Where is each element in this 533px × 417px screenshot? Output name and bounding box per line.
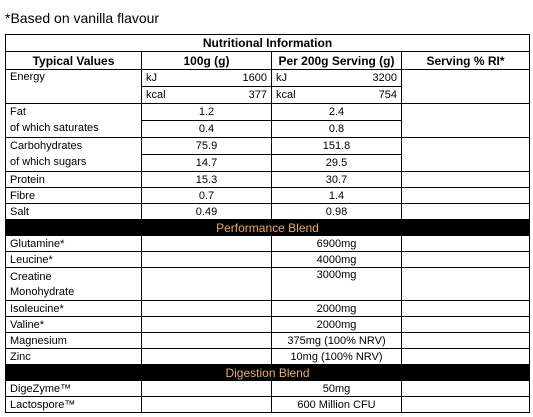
- ri-cell: [401, 70, 529, 103]
- header-typical-values: Typical Values: [32, 53, 115, 68]
- ri-cell: [401, 138, 529, 171]
- ri-cell: [401, 188, 529, 203]
- empty-cell: [141, 236, 271, 251]
- row-label: Creatine: [10, 270, 52, 283]
- row-label: Fibre: [10, 189, 36, 202]
- value-kcal-200: 754: [378, 89, 397, 101]
- ri-cell: [401, 317, 529, 332]
- header-row: [6, 51, 529, 69]
- empty-cell: [141, 381, 271, 396]
- row-label: Isoleucine*: [10, 302, 64, 315]
- table-row: [6, 396, 529, 412]
- value-200: 0.8: [272, 120, 401, 137]
- value-200: 29.5: [272, 154, 401, 171]
- unit-kj: kJ: [276, 72, 287, 84]
- ri-cell: [401, 172, 529, 187]
- ri-cell: [401, 333, 529, 348]
- header-ri: Serving % RI*: [401, 52, 529, 69]
- unit-kj: kJ: [146, 72, 157, 84]
- performance-blend-banner: Performance Blend: [6, 219, 529, 235]
- ri-cell: [401, 252, 529, 267]
- table-row: [6, 380, 529, 396]
- value-200: 3000mg: [271, 268, 401, 300]
- empty-cell: [141, 397, 271, 412]
- empty-cell: [141, 268, 271, 300]
- value-200: 4000mg: [271, 252, 401, 267]
- value-200: 600 Million CFU: [271, 397, 401, 412]
- row-label: Fat: [10, 106, 26, 118]
- unit-kcal: kcal: [276, 89, 296, 101]
- value-100: 1.2: [198, 106, 215, 118]
- empty-cell: [141, 333, 271, 348]
- row-label: Monohydrate: [10, 285, 75, 298]
- footnote-text: *Based on vanilla flavour: [5, 10, 160, 26]
- value-200: 30.7: [271, 172, 401, 187]
- value-200: 6900mg: [271, 236, 401, 251]
- empty-cell: [141, 301, 271, 316]
- table-row: [6, 300, 529, 316]
- table-row-fat: [6, 103, 529, 137]
- table-row: [6, 235, 529, 251]
- table-row: [6, 251, 529, 267]
- value-200: 2000mg: [271, 317, 401, 332]
- table-row-carbohydrates: [6, 137, 529, 171]
- value-200: 151.8: [322, 140, 351, 152]
- nutrition-table: [5, 34, 530, 413]
- ri-cell: [401, 301, 529, 316]
- value-100: 0.7: [141, 188, 271, 203]
- row-label: Valine*: [10, 318, 45, 331]
- value-kj-200: 3200: [372, 72, 397, 84]
- value-200: 2.4: [328, 106, 345, 118]
- empty-cell: [141, 349, 271, 364]
- value-200: 50mg: [271, 381, 401, 396]
- ri-cell: [401, 397, 529, 412]
- value-200: 2000mg: [271, 301, 401, 316]
- table-title: Nutritional Information: [202, 36, 333, 50]
- ri-cell: [401, 381, 529, 396]
- ri-cell: [401, 268, 529, 300]
- unit-kcal: kcal: [146, 89, 166, 101]
- ri-cell: [401, 349, 529, 364]
- row-label: Salt: [10, 205, 29, 218]
- row-label: Leucine*: [10, 253, 53, 266]
- ri-cell: [401, 104, 529, 137]
- row-label: of which saturates: [10, 122, 99, 134]
- value-200: 0.98: [271, 204, 401, 219]
- value-100: 0.4: [142, 120, 271, 137]
- row-label: Glutamine*: [10, 237, 65, 250]
- empty-cell: [141, 252, 271, 267]
- value-kj-100: 1600: [242, 72, 267, 84]
- ri-cell: [401, 236, 529, 251]
- digestion-blend-banner: Digestion Blend: [6, 364, 529, 380]
- row-label: DigeZyme™: [10, 382, 72, 395]
- table-row-salt: [6, 203, 529, 219]
- row-label: Lactospore™: [10, 398, 76, 411]
- value-100: 75.9: [195, 140, 218, 152]
- table-row: [6, 316, 529, 332]
- row-label: Magnesium: [10, 334, 67, 347]
- value-100: 14.7: [142, 154, 271, 171]
- row-label: Energy: [10, 71, 45, 83]
- value-100: 15.3: [141, 172, 271, 187]
- table-row-fibre: [6, 187, 529, 203]
- value-200: 375mg (100% NRV): [271, 333, 401, 348]
- table-row-energy: [6, 69, 529, 103]
- table-row-protein: [6, 171, 529, 187]
- value-100: 0.49: [141, 204, 271, 219]
- value-200: 10mg (100% NRV): [271, 349, 401, 364]
- ri-cell: [401, 204, 529, 219]
- row-label: of which sugars: [10, 156, 87, 168]
- header-100g: 100g (g): [141, 52, 271, 69]
- empty-cell: [141, 317, 271, 332]
- table-row: [6, 267, 529, 300]
- table-row: [6, 332, 529, 348]
- header-200g: Per 200g Serving (g): [271, 52, 401, 69]
- row-label: Carbohydrates: [10, 140, 83, 152]
- value-kcal-100: 377: [248, 89, 267, 101]
- row-label: Protein: [10, 173, 45, 186]
- value-200: 1.4: [271, 188, 401, 203]
- row-label: Zinc: [10, 350, 31, 363]
- table-row: [6, 348, 529, 364]
